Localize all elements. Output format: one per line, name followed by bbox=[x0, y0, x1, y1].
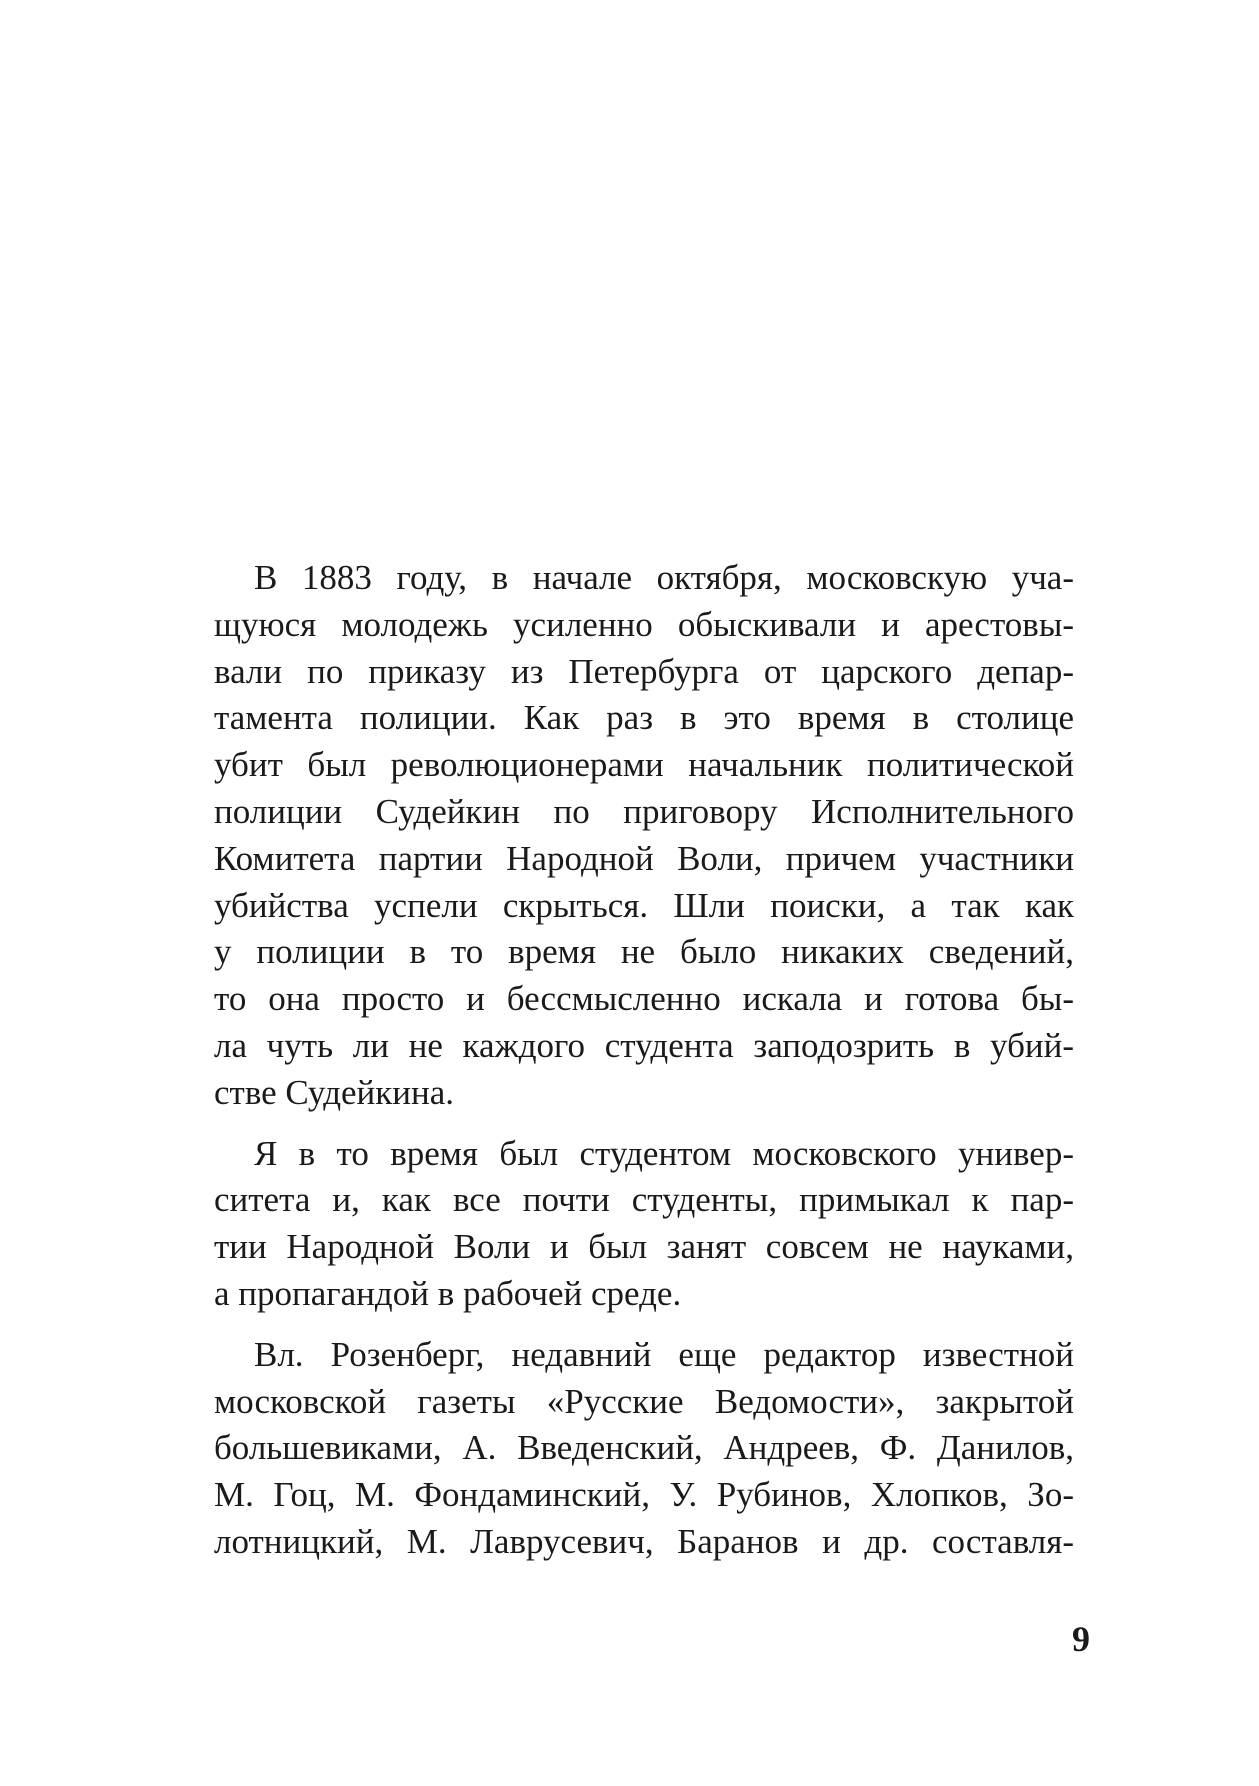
text-line: московской газеты «Русские Ведомости», закрытой bbox=[214, 1381, 1074, 1421]
text-line: ситета и, как все почти студенты, примыкал к пар- bbox=[214, 1180, 1074, 1220]
text-line: Комитета партии Народной Воли, причем участники bbox=[214, 838, 1074, 878]
text-line: убийства успели скрыться. Шли поиски, а так как bbox=[214, 885, 1074, 925]
paragraph-1 bbox=[214, 555, 1074, 1117]
text-line: большевиками, А. Введенский, Андреев, Ф. Данилов, bbox=[214, 1428, 1074, 1468]
text-line: тии Народной Воли и был занят совсем не науками, bbox=[214, 1227, 1074, 1267]
text-line: а пропагандой в рабочей среде. bbox=[214, 1273, 682, 1313]
text-line: тамента полиции. Как раз в это время в столице bbox=[214, 698, 1074, 738]
text-line: стве Судейкина. bbox=[214, 1072, 455, 1112]
text-line: Вл. Розенберг, недавний еще редактор известной bbox=[254, 1334, 1074, 1374]
text-line: то она просто и бессмысленно искала и готова бы- bbox=[214, 979, 1074, 1019]
text-line: вали по приказу из Петербурга от царского депар- bbox=[214, 651, 1074, 691]
text-line: убит был революционерами начальник политической bbox=[214, 745, 1074, 785]
body-text bbox=[214, 555, 1074, 1580]
text-line: М. Гоц, М. Фондаминский, У. Рубинов, Хлопков, Зо- bbox=[214, 1475, 1074, 1515]
page-number: 9 bbox=[1072, 1619, 1090, 1659]
text-line: ла чуть ли не каждого студента заподозрить в убий- bbox=[214, 1025, 1074, 1065]
text-line: полиции Судейкин по приговору Исполнительного bbox=[214, 791, 1074, 831]
paragraph-3 bbox=[214, 1332, 1074, 1566]
text-line: лотницкий, М. Лаврусевич, Баранов и др. составля- bbox=[214, 1521, 1074, 1561]
text-line: у полиции в то время не было никаких сведений, bbox=[214, 932, 1074, 972]
text-line: Я в то время был студентом московского универ- bbox=[254, 1133, 1074, 1173]
text-line: В 1883 году, в начале октября, московскую уча- bbox=[254, 558, 1074, 597]
paragraph-2 bbox=[214, 1131, 1074, 1318]
text-line: щуюся молодежь усиленно обыскивали и арестовы- bbox=[214, 604, 1074, 644]
